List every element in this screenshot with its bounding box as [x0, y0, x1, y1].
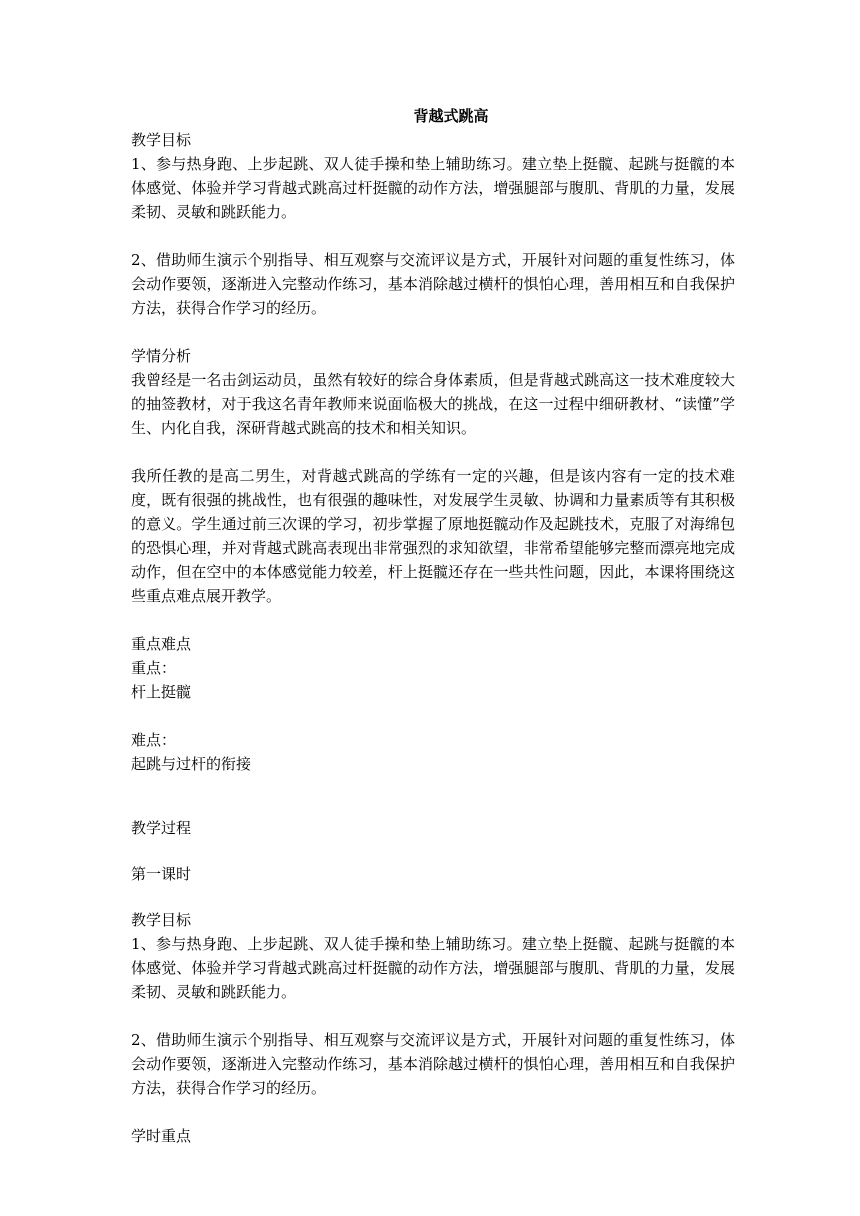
- key-point-text: 杆上挺髋: [131, 683, 192, 701]
- section-heading-student-analysis: 学情分析: [131, 347, 192, 365]
- section-heading-teaching-goals: 教学目标: [131, 131, 192, 149]
- lesson-label: 第一课时: [131, 865, 192, 883]
- difficulty-label: 难点：: [131, 731, 177, 749]
- difficulty-text: 起跳与过杆的衔接: [131, 755, 252, 773]
- analysis-paragraph-2: 我所任教的是高二男生，对背越式跳高的学练有一定的兴趣，但是该内容有一定的技术难度，既有很强的挑战性，也有很强的趣味性，对发展学生灵敏、协调和力量素质等有其积极的意义。学生通过前三次课的学习，初步掌握了原地挺髋动作及起跳技术，克服了对海绵包的恐惧心理，并对背越式跳高表现出非常强烈的求知欲望，非常希望能够完整而漂亮地完成动作，但在空中的本体感觉能力较差，杆上挺髋还存在一些共性问题，因此，本课将围绕这些重点难点展开教学。: [131, 467, 735, 605]
- goal-paragraph-2: 2、借助师生演示个别指导、相互观察与交流评议是方式，开展针对问题的重复性练习，体会动作要领，逐渐进入完整动作练习，基本消除越过横杆的惧怕心理，善用相互和自我保护方法，获得合作学习的经历。: [131, 251, 735, 317]
- section-heading-teaching-process: 教学过程: [131, 819, 192, 837]
- key-point-label: 重点：: [131, 659, 177, 677]
- analysis-paragraph-1: 我曾经是一名击剑运动员，虽然有较好的综合身体素质，但是背越式跳高这一技术难度较大的抽签教材，对于我这名青年教师来说面临极大的挑战，在这一过程中细研教材、“读懂”学生、内化自我，深研背越式跳高的技术和相关知识。: [131, 371, 735, 437]
- goal-paragraph-1b: 1、参与热身跑、上步起跳、双人徒手操和垫上辅助练习。建立垫上挺髋、起跳与挺髋的本体感觉、体验并学习背越式跳高过杆挺髋的动作方法，增强腿部与腹肌、背肌的力量，发展柔韧、灵敏和跳跃能力。: [131, 935, 735, 1001]
- goal-paragraph-2b: 2、借助师生演示个别指导、相互观察与交流评议是方式，开展针对问题的重复性练习，体会动作要领，逐渐进入完整动作练习，基本消除越过横杆的惧怕心理，善用相互和自我保护方法，获得合作学习的经历。: [131, 1031, 735, 1097]
- document-page: [131, 104, 735, 1148]
- document-title: 背越式跳高: [413, 107, 489, 125]
- goal-paragraph-1: 1、参与热身跑、上步起跳、双人徒手操和垫上辅助练习。建立垫上挺髋、起跳与挺髋的本体感觉、体验并学习背越式跳高过杆挺髋的动作方法，增强腿部与腹肌、背肌的力量，发展柔韧、灵敏和跳跃能力。: [131, 155, 735, 221]
- section-heading-key-difficulty: 重点难点: [131, 635, 192, 653]
- section-heading-teaching-goals-2: 教学目标: [131, 911, 192, 929]
- section-heading-lesson-key: 学时重点: [131, 1127, 192, 1145]
